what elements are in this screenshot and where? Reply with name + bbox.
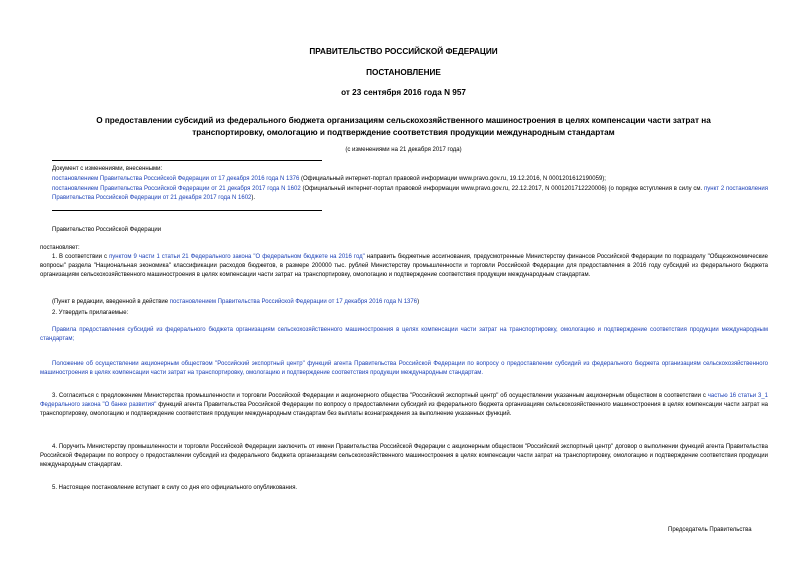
note-link-1376[interactable]: постановлением Правительства Российской Федерации от 17 декабря 2016 года N 1376 bbox=[169, 299, 418, 305]
rules-link[interactable]: Правила предоставления субсидий из федерального бюджета организациям сельскохозяйственного машиностроения в целях компенсации части затрат на транспортировку, омологацию и подтверждение соответствия продукции международным стандартам; bbox=[40, 327, 768, 342]
change-link-1376[interactable]: постановлением Правительства Российской Федерации от 17 декабря 2016 года N 1376 bbox=[52, 176, 300, 182]
government-label: Правительство Российской Федерации bbox=[52, 227, 162, 233]
doc-type-heading: ПОСТАНОВЛЕНИЕ bbox=[366, 68, 441, 77]
edition-note: (с изменениями на 21 декабря 2017 года) bbox=[345, 147, 462, 153]
change-link-1602[interactable]: постановлением Правительства Российской Федерации от 21 декабря 2017 года N 1602 bbox=[52, 186, 301, 192]
document-title: О предоставлении субсидий из федерального бюджета организациям сельскохозяйственного машиностроения в целях компенсации части затрат на транспортировку, омологацию и подтверждение соответствия продукции международным стандартам bbox=[96, 116, 711, 137]
signature: Председатель Правительства bbox=[668, 527, 752, 533]
paragraph-1-note-end: ) bbox=[417, 299, 420, 305]
budget-law-link[interactable]: пунктом 9 части 1 статьи 21 Федерального закона "О федеральном бюджете на 2016 год" bbox=[109, 254, 365, 260]
paragraph-1-text: направить бюджетные ассигнования, предусмотренные Министерству финансов Российской Федерации по подразделу "Общеэкономические вопросы" раздела "Национальная экономика" классификации расходов бюджетов, в размере 200000 тыс. рублей Министерству промышленности и торговли Российской Федерации для предоставления в 2016 году субсидий из федерального бюджета организациям сельскохозяйственного машиностроения в целях компенсации части затрат на транспортировку, омологацию и подтверждение соответствия продукции международным стандартам. bbox=[40, 254, 768, 278]
changes-intro: Документ с изменениями, внесенными: bbox=[52, 166, 163, 172]
changes-item-1-text: (Официальный интернет-портал правовой информации www.pravo.gov.ru, 19.12.2016, N 0001201612190059); bbox=[299, 176, 606, 182]
change-link-1602-point2[interactable]: пункт 2 постановления Правительства Российской Федерации от 21 декабря 2017 года N 1602 bbox=[52, 186, 769, 201]
changes-item-1 bbox=[52, 175, 768, 184]
paragraph-1-start: 1. В соответствии с bbox=[52, 254, 110, 260]
paragraph-1-note bbox=[52, 298, 768, 307]
paragraph-3-text: функций агента Правительства Российской Федерации по вопросу о предоставлении субсидий из федерального бюджета организациям сельскохозяйственного машиностроения в целях компенсации части затрат на транспортировку, омологацию и подтверждение соответствия продукции международным стандартам без выплаты вознаграждения за выполнение указанных функций. bbox=[40, 402, 768, 417]
divider-top bbox=[52, 160, 322, 161]
resolves-label: постановляет: bbox=[40, 245, 80, 251]
paragraph-5: 5. Настоящее постановление вступает в силу со дня его официального опубликования. bbox=[52, 485, 298, 491]
changes-item-2 bbox=[52, 185, 768, 203]
paragraph-3-start: 3. Согласиться с предложением Министерства промышленности и торговли Российской Федерации и акционерного общества "Российский экспортный центр" об осуществлении указанным акционерным обществом в соответствии с bbox=[52, 393, 708, 399]
divider-bottom bbox=[52, 210, 322, 211]
rules-item bbox=[40, 326, 768, 344]
paragraph-2: 2. Утвердить прилагаемые: bbox=[52, 310, 129, 316]
bank-law-link[interactable]: частью 16 статьи 3_1 Федерального закона "О банке развития" bbox=[40, 393, 768, 408]
regulation-link[interactable]: Положение об осуществлении акционерным обществом "Российский экспортный центр" функций агента Правительства Российской Федерации по вопросу о предоставлении субсидий из федерального бюджета организациям сельскохозяйственного машиностроения в целях компенсации части затрат на транспортировку, омологацию и подтверждение соответствия продукции международным стандартам. bbox=[40, 361, 768, 376]
org-heading: ПРАВИТЕЛЬСТВО РОССИЙСКОЙ ФЕДЕРАЦИИ bbox=[309, 47, 498, 56]
changes-item-2-end: ). bbox=[251, 195, 256, 201]
regulation-item bbox=[40, 360, 768, 378]
paragraph-3 bbox=[40, 392, 768, 419]
paragraph-4: 4. Поручить Министерству промышленности и торговли Российской Федерации заключить от имени Правительства Российской Федерации с акционерным обществом "Российский экспортный центр" договор о выполнении функций агента Правительства Российской Федерации по вопросу о предоставлении субсидий из федерального бюджета организациям сельскохозяйственного машиностроения в целях компенсации части затрат на транспортировку, омологацию и подтверждение соответствия продукции международным стандартам. bbox=[40, 444, 768, 468]
date-line: от 23 сентября 2016 года N 957 bbox=[341, 88, 466, 97]
paragraph-1-note-start: (Пункт в редакции, введенной в действие bbox=[52, 299, 170, 305]
changes-item-2-text: (Официальный интернет-портал правовой информации www.pravo.gov.ru, 22.12.2017, N 0001201712220006) (о порядке вступления в силу см. bbox=[300, 186, 705, 192]
paragraph-1 bbox=[40, 253, 768, 280]
